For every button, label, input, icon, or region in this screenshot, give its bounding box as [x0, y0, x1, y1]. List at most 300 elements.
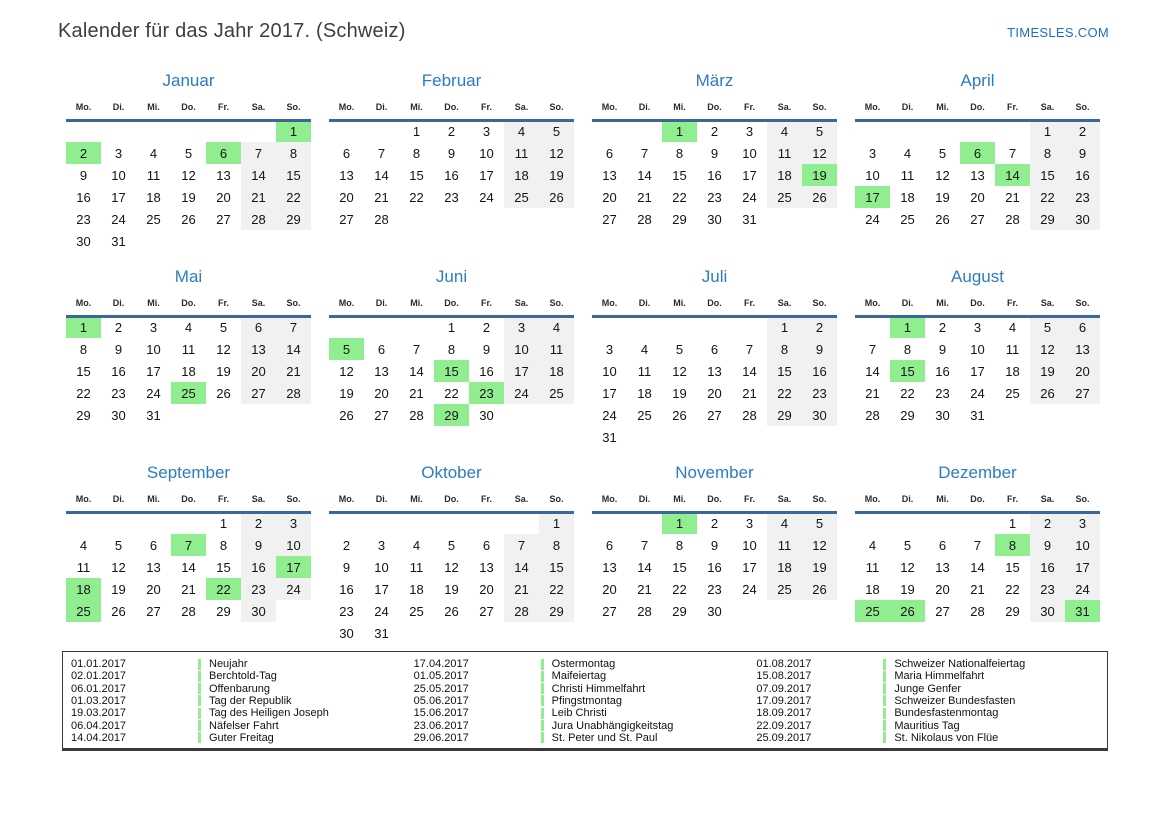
day-cell: 13: [602, 167, 617, 183]
month-table: [592, 96, 837, 230]
legend-item: [71, 720, 414, 732]
weekday-header: So.: [539, 96, 574, 120]
week-row: [329, 622, 574, 644]
day-cell: 12: [900, 559, 915, 575]
day-cell: 4: [539, 316, 574, 338]
day-cell: 7: [377, 145, 386, 161]
day-cell: 23: [935, 385, 950, 401]
empty-cell: [592, 316, 627, 338]
legend-name: Guter Freitag: [209, 731, 274, 744]
day-cell: 8: [539, 534, 574, 556]
day-cell: 20: [479, 581, 494, 597]
day-cell: 28: [241, 208, 276, 230]
day-cell: 27: [935, 603, 950, 619]
day-cell: 17: [1065, 556, 1100, 578]
empty-cell: [592, 512, 627, 534]
day-cell: 17: [742, 167, 757, 183]
empty-cell: [855, 120, 890, 142]
day-cell: 21: [409, 385, 424, 401]
month-title: Mai: [174, 267, 203, 286]
day-cell: 13: [935, 559, 950, 575]
day-cell: 6: [605, 145, 614, 161]
day-cell: 5: [219, 320, 228, 336]
day-cell: 5: [802, 512, 837, 534]
weekday-header: Mi.: [399, 96, 434, 120]
day-cell: 4: [640, 341, 649, 357]
empty-cell: [329, 512, 364, 534]
holiday-legend: [62, 651, 1108, 751]
day-cell: 6: [377, 341, 386, 357]
week-row: [592, 316, 837, 338]
week-row: [592, 360, 837, 382]
day-cell: 8: [219, 537, 228, 553]
legend-item: [756, 707, 1099, 719]
legend-item: [71, 658, 414, 670]
empty-cell: [539, 208, 574, 230]
holiday-day-cell: 1: [276, 120, 311, 142]
day-cell: 19: [216, 363, 231, 379]
weekday-header: So.: [276, 96, 311, 120]
day-cell: 16: [707, 559, 722, 575]
day-cell: 14: [970, 559, 985, 575]
day-cell: 7: [640, 537, 649, 553]
day-cell: 26: [672, 407, 687, 423]
empty-cell: [504, 512, 539, 534]
empty-cell: [732, 316, 767, 338]
day-cell: 1: [447, 320, 456, 336]
day-cell: 17: [602, 385, 617, 401]
empty-cell: [241, 404, 276, 426]
empty-cell: [434, 622, 469, 644]
legend-date: 17.04.2017: [413, 658, 469, 670]
weekday-header: Mo.: [855, 488, 890, 512]
day-cell: 13: [1065, 338, 1100, 360]
day-cell: 6: [605, 537, 614, 553]
day-cell: 7: [745, 341, 754, 357]
day-cell: 26: [802, 186, 837, 208]
week-row: [855, 338, 1100, 360]
holiday-day-cell: 19: [802, 164, 837, 186]
month-title: Juli: [701, 267, 728, 286]
legend-item: [414, 707, 757, 719]
day-cell: 9: [447, 145, 456, 161]
day-cell: 23: [1030, 578, 1065, 600]
day-cell: 9: [1030, 534, 1065, 556]
weekday-header: Mo.: [592, 96, 627, 120]
empty-cell: [66, 120, 101, 142]
empty-cell: [504, 208, 539, 230]
day-cell: 16: [707, 167, 722, 183]
empty-cell: [627, 316, 662, 338]
week-row: [855, 164, 1100, 186]
day-cell: 22: [76, 385, 91, 401]
week-row: [66, 578, 311, 600]
weekday-header: Do.: [171, 488, 206, 512]
day-cell: 7: [412, 341, 421, 357]
legend-name: Berchtold-Tag: [209, 670, 277, 683]
holiday-day-cell: 31: [1065, 600, 1100, 622]
day-cell: 12: [802, 142, 837, 164]
weekday-header: Mi.: [925, 292, 960, 316]
day-cell: 3: [276, 512, 311, 534]
weekday-header: So.: [1065, 488, 1100, 512]
day-cell: 2: [241, 512, 276, 534]
day-cell: 28: [1005, 211, 1020, 227]
day-cell: 14: [865, 363, 880, 379]
day-cell: 27: [216, 211, 231, 227]
day-cell: 29: [276, 208, 311, 230]
day-cell: 2: [1030, 512, 1065, 534]
day-cell: 1: [539, 512, 574, 534]
week-row: [329, 600, 574, 622]
week-row: [592, 404, 837, 426]
empty-cell: [802, 426, 837, 448]
day-cell: 30: [707, 211, 722, 227]
day-cell: 28: [637, 603, 652, 619]
weekday-header: Sa.: [504, 488, 539, 512]
month-title: Januar: [162, 71, 215, 90]
day-cell: 17: [146, 363, 161, 379]
day-cell: 30: [707, 603, 722, 619]
weekday-header: Mo.: [66, 96, 101, 120]
month-title: April: [960, 71, 995, 90]
month-november: [592, 462, 837, 644]
day-cell: 11: [767, 534, 802, 556]
week-row: [66, 208, 311, 230]
week-row: [855, 186, 1100, 208]
day-cell: 21: [276, 360, 311, 382]
weekday-header: Mo.: [66, 292, 101, 316]
legend-date: 06.04.2017: [71, 719, 127, 732]
day-cell: 25: [767, 186, 802, 208]
day-cell: 10: [602, 363, 617, 379]
month-title: November: [675, 463, 754, 482]
day-cell: 8: [675, 145, 684, 161]
day-cell: 11: [865, 559, 880, 575]
day-cell: 28: [504, 600, 539, 622]
week-row: [855, 382, 1100, 404]
weekday-header: Mo.: [329, 96, 364, 120]
weekday-header: So.: [539, 292, 574, 316]
weekday-header: Di.: [627, 292, 662, 316]
weekday-header: Mi.: [662, 488, 697, 512]
day-cell: 8: [903, 341, 912, 357]
day-cell: 18: [767, 164, 802, 186]
month-september: [66, 462, 311, 644]
weekday-header: Do.: [697, 96, 732, 120]
week-row: [855, 208, 1100, 230]
day-cell: 25: [409, 603, 424, 619]
weekday-header: So.: [802, 488, 837, 512]
week-row: [855, 142, 1100, 164]
weekday-header: Mo.: [855, 96, 890, 120]
day-cell: 15: [1030, 164, 1065, 186]
day-cell: 11: [1005, 341, 1020, 357]
day-cell: 13: [146, 559, 161, 575]
week-row: [855, 512, 1100, 534]
day-cell: 3: [114, 145, 123, 161]
day-cell: 22: [444, 385, 459, 401]
month-title: Oktober: [421, 463, 482, 482]
holiday-day-cell: 1: [66, 316, 101, 338]
empty-cell: [890, 120, 925, 142]
week-row: [329, 316, 574, 338]
empty-cell: [855, 316, 890, 338]
day-cell: 20: [602, 581, 617, 597]
day-cell: 24: [1065, 578, 1100, 600]
day-cell: 30: [935, 407, 950, 423]
month-table: [329, 292, 574, 426]
day-cell: 24: [742, 581, 757, 597]
day-cell: 24: [602, 407, 617, 423]
empty-cell: [1030, 404, 1065, 426]
legend-name: Näfelser Fahrt: [209, 719, 279, 732]
month-table: [855, 488, 1100, 622]
day-cell: 2: [1065, 120, 1100, 142]
day-cell: 30: [479, 407, 494, 423]
week-row: [329, 120, 574, 142]
holiday-marker: [541, 720, 544, 731]
empty-cell: [469, 512, 504, 534]
empty-cell: [592, 120, 627, 142]
holiday-marker: [198, 708, 201, 719]
legend-date: 19.03.2017: [71, 707, 127, 720]
day-cell: 18: [181, 363, 196, 379]
day-cell: 24: [374, 603, 389, 619]
week-row: [855, 556, 1100, 578]
legend-name: Jura Unabhängigkeitstag: [551, 719, 674, 732]
empty-cell: [364, 120, 399, 142]
day-cell: 11: [409, 559, 424, 575]
week-row: [329, 404, 574, 426]
week-row: [66, 316, 311, 338]
day-cell: 12: [181, 167, 196, 183]
brand-link[interactable]: TIMESLES.COM: [1007, 25, 1109, 40]
day-cell: 3: [377, 537, 386, 553]
day-cell: 9: [342, 559, 351, 575]
weekday-header: Sa.: [241, 96, 276, 120]
day-cell: 15: [276, 164, 311, 186]
week-row: [592, 426, 837, 448]
week-row: [592, 578, 837, 600]
day-cell: 27: [602, 603, 617, 619]
day-cell: 19: [339, 385, 354, 401]
holiday-day-cell: 8: [995, 534, 1030, 556]
weekday-header: Sa.: [241, 488, 276, 512]
empty-cell: [66, 512, 101, 534]
weekday-header: Di.: [627, 96, 662, 120]
week-row: [329, 142, 574, 164]
legend-date: 14.04.2017: [71, 731, 127, 744]
day-cell: 5: [1030, 316, 1065, 338]
day-cell: 4: [504, 120, 539, 142]
legend-date: 01.01.2017: [71, 658, 127, 670]
empty-cell: [434, 208, 469, 230]
legend-name: Junge Genfer: [894, 682, 961, 695]
day-cell: 10: [276, 534, 311, 556]
month-mai: [66, 266, 311, 448]
day-cell: 23: [339, 603, 354, 619]
legend-name: Maifeiertag: [551, 670, 607, 683]
day-cell: 13: [479, 559, 494, 575]
month-table: [329, 488, 574, 644]
weekday-header: Do.: [434, 488, 469, 512]
legend-date: 29.06.2017: [413, 731, 469, 744]
week-row: [592, 142, 837, 164]
legend-name: Schweizer Nationalfeiertag: [894, 658, 1026, 670]
day-cell: 12: [111, 559, 126, 575]
day-cell: 25: [504, 186, 539, 208]
day-cell: 7: [973, 537, 982, 553]
legend-column: [756, 658, 1099, 744]
empty-cell: [101, 512, 136, 534]
weekday-header: Di.: [627, 488, 662, 512]
day-cell: 24: [146, 385, 161, 401]
empty-cell: [504, 622, 539, 644]
day-cell: 16: [802, 360, 837, 382]
legend-date: 18.09.2017: [756, 707, 812, 720]
day-cell: 6: [1065, 316, 1100, 338]
month-juni: [329, 266, 574, 448]
day-cell: 24: [742, 189, 757, 205]
weekday-header: Sa.: [241, 292, 276, 316]
empty-cell: [767, 600, 802, 622]
day-cell: 14: [241, 164, 276, 186]
holiday-day-cell: 29: [434, 404, 469, 426]
empty-cell: [627, 512, 662, 534]
week-row: [329, 578, 574, 600]
day-cell: 21: [1005, 189, 1020, 205]
weekday-header: Mi.: [136, 292, 171, 316]
legend-name: Bundesfastenmontag: [894, 707, 999, 720]
legend-name: Tag der Republik: [209, 694, 292, 707]
day-cell: 18: [637, 385, 652, 401]
day-cell: 21: [865, 385, 880, 401]
day-cell: 23: [1065, 186, 1100, 208]
legend-item: [71, 707, 414, 719]
empty-cell: [960, 512, 995, 534]
day-cell: 20: [241, 360, 276, 382]
day-cell: 20: [146, 581, 161, 597]
day-cell: 5: [802, 120, 837, 142]
day-cell: 31: [111, 233, 126, 249]
legend-date: 07.09.2017: [756, 682, 812, 695]
holiday-day-cell: 1: [890, 316, 925, 338]
day-cell: 28: [637, 211, 652, 227]
months-grid: [66, 70, 1100, 644]
page-header: [0, 0, 1169, 43]
day-cell: 3: [149, 320, 158, 336]
day-cell: 27: [1065, 382, 1100, 404]
day-cell: 23: [707, 581, 722, 597]
legend-item: [71, 695, 414, 707]
week-row: [66, 338, 311, 360]
week-row: [329, 556, 574, 578]
day-cell: 23: [802, 382, 837, 404]
day-cell: 14: [742, 363, 757, 379]
month-table: [592, 292, 837, 448]
day-cell: 2: [802, 316, 837, 338]
day-cell: 11: [504, 142, 539, 164]
holiday-marker: [198, 695, 201, 706]
day-cell: 2: [938, 320, 947, 336]
day-cell: 21: [742, 385, 757, 401]
day-cell: 18: [539, 360, 574, 382]
day-cell: 24: [111, 211, 126, 227]
holiday-marker: [198, 671, 201, 682]
holiday-marker: [541, 683, 544, 694]
day-cell: 9: [802, 338, 837, 360]
weekday-header: Mo.: [66, 488, 101, 512]
day-cell: 25: [767, 578, 802, 600]
day-cell: 11: [539, 338, 574, 360]
empty-cell: [399, 316, 434, 338]
empty-cell: [101, 120, 136, 142]
week-row: [592, 208, 837, 230]
day-cell: 13: [970, 167, 985, 183]
day-cell: 1: [1030, 120, 1065, 142]
empty-cell: [399, 512, 434, 534]
day-cell: 30: [111, 407, 126, 423]
day-cell: 3: [1065, 512, 1100, 534]
holiday-marker: [883, 695, 886, 706]
day-cell: 20: [707, 385, 722, 401]
week-row: [329, 164, 574, 186]
day-cell: 18: [409, 581, 424, 597]
day-cell: 31: [742, 211, 757, 227]
legend-date: 02.01.2017: [71, 670, 127, 683]
legend-item: [414, 670, 757, 682]
day-cell: 29: [672, 211, 687, 227]
day-cell: 1: [412, 124, 421, 140]
empty-cell: [504, 404, 539, 426]
weekday-header: Di.: [364, 488, 399, 512]
weekday-header: Fr.: [732, 96, 767, 120]
weekday-header: Di.: [364, 292, 399, 316]
day-cell: 23: [111, 385, 126, 401]
day-cell: 26: [539, 186, 574, 208]
holiday-marker: [541, 732, 544, 743]
day-cell: 28: [181, 603, 196, 619]
day-cell: 22: [409, 189, 424, 205]
week-row: [66, 120, 311, 142]
holiday-marker: [883, 683, 886, 694]
weekday-header: Do.: [434, 292, 469, 316]
empty-cell: [206, 404, 241, 426]
empty-cell: [539, 404, 574, 426]
legend-item: [756, 670, 1099, 682]
empty-cell: [1065, 404, 1100, 426]
day-cell: 3: [868, 145, 877, 161]
day-cell: 31: [602, 429, 617, 445]
weekday-header: So.: [1065, 96, 1100, 120]
week-row: [329, 338, 574, 360]
day-cell: 12: [339, 363, 354, 379]
holiday-marker: [883, 708, 886, 719]
day-cell: 10: [479, 145, 494, 161]
day-cell: 12: [672, 363, 687, 379]
day-cell: 20: [1065, 360, 1100, 382]
day-cell: 24: [970, 385, 985, 401]
day-cell: 21: [970, 581, 985, 597]
holiday-day-cell: 6: [960, 142, 995, 164]
legend-item: [71, 732, 414, 744]
day-cell: 13: [707, 363, 722, 379]
weekday-header: Sa.: [1030, 488, 1065, 512]
day-cell: 19: [1030, 360, 1065, 382]
holiday-marker: [883, 671, 886, 682]
day-cell: 13: [241, 338, 276, 360]
